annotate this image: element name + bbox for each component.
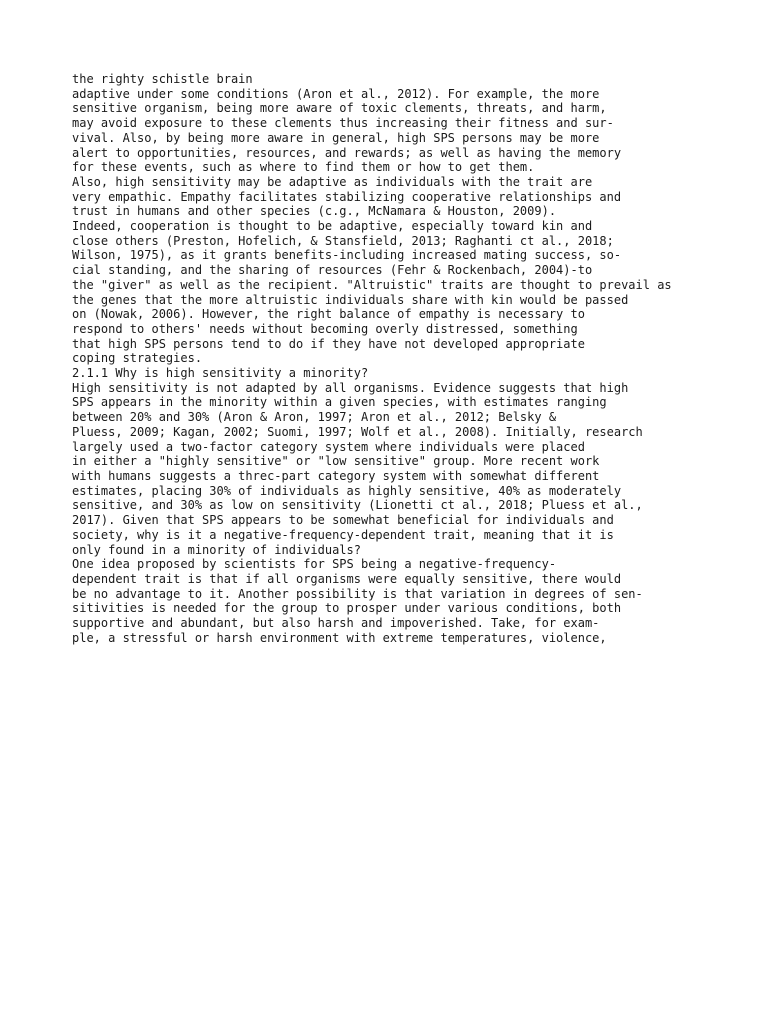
text-line: with humans suggests a threc-part category system with somewhat different	[72, 468, 600, 483]
text-line: estimates, placing 30% of individuals as highly sensitive, 40% as moderately	[72, 483, 622, 498]
text-line: very empathic. Empathy facilitates stabilizing cooperative relationships and	[72, 189, 622, 204]
text-line: ple, a stressful or harsh environment with extreme temperatures, violence,	[72, 630, 607, 645]
text-line: Indeed, cooperation is thought to be adaptive, especially toward kin and	[72, 219, 593, 234]
text-line: between 20% and 30% (Aron & Aron, 1997; Aron et al., 2012; Belsky &	[72, 410, 557, 425]
text-line: on (Nowak, 2006). However, the right balance of empathy is necessary to	[72, 307, 585, 322]
text-line: coping strategies.	[72, 351, 203, 366]
text-line: sensitive organism, being more aware of toxic clements, threats, and harm,	[72, 101, 607, 116]
text-line: sitivities is needed for the group to prosper under various conditions, both	[72, 601, 622, 616]
text-line: the "giver" as well as the recipient. "Altruistic" traits are thought to prevail as	[72, 277, 672, 292]
text-line: One idea proposed by scientists for SPS being a negative-frequency-	[72, 557, 557, 572]
text-line: dependent trait is that if all organisms were equally sensitive, there would	[72, 571, 622, 586]
text-line: may avoid exposure to these clements thus increasing their fitness and sur-	[72, 116, 614, 131]
text-line: that high SPS persons tend to do if they have not developed appropriate	[72, 336, 585, 351]
text-line: High sensitivity is not adapted by all organisms. Evidence suggests that high	[72, 380, 629, 395]
text-line: respond to others' needs without becoming overly distressed, something	[72, 321, 578, 336]
text-line: SPS appears in the minority within a given species, with estimates ranging	[72, 395, 607, 410]
text-line: Wilson, 1975), as it grants benefits-including increased mating success, so-	[72, 248, 622, 263]
text-line: sensitive, and 30% as low on sensitivity (Lionetti ct al., 2018; Pluess et al.,	[72, 498, 643, 513]
text-line: vival. Also, by being more aware in general, high SPS persons may be more	[72, 130, 600, 145]
text-line: close others (Preston, Hofelich, & Stansfield, 2013; Raghanti ct al., 2018;	[72, 233, 614, 248]
document-page	[72, 72, 752, 645]
text-line: 2.1.1 Why is high sensitivity a minority?	[72, 366, 369, 381]
text-line: adaptive under some conditions (Aron et al., 2012). For example, the more	[72, 86, 600, 101]
text-line: 2017). Given that SPS appears to be somewhat beneficial for individuals and	[72, 513, 614, 528]
text-line: only found in a minority of individuals?	[72, 542, 361, 557]
text-line: Pluess, 2009; Kagan, 2002; Suomi, 1997; Wolf et al., 2008). Initially, research	[72, 424, 643, 439]
text-line: alert to opportunities, resources, and rewards; as well as having the memory	[72, 145, 622, 160]
text-line: society, why is it a negative-frequency-dependent trait, meaning that it is	[72, 527, 614, 542]
text-line: for these events, such as where to find them or how to get them.	[72, 160, 535, 175]
text-line: be no advantage to it. Another possibility is that variation in degrees of sen-	[72, 586, 643, 601]
text-line: largely used a two-factor category system where individuals were placed	[72, 439, 585, 454]
text-line: the genes that the more altruistic individuals share with kin would be passed	[72, 292, 629, 307]
text-line: cial standing, and the sharing of resources (Fehr & Rockenbach, 2004)-to	[72, 263, 593, 278]
text-line: supportive and abundant, but also harsh and impoverished. Take, for exam-	[72, 616, 600, 631]
text-line: in either a "highly sensitive" or "low sensitive" group. More recent work	[72, 454, 600, 469]
text-line: the righty schistle brain	[72, 72, 253, 86]
text-line: Also, high sensitivity may be adaptive as individuals with the trait are	[72, 174, 593, 189]
text-line: trust in humans and other species (c.g., McNamara & Houston, 2009).	[72, 204, 557, 219]
